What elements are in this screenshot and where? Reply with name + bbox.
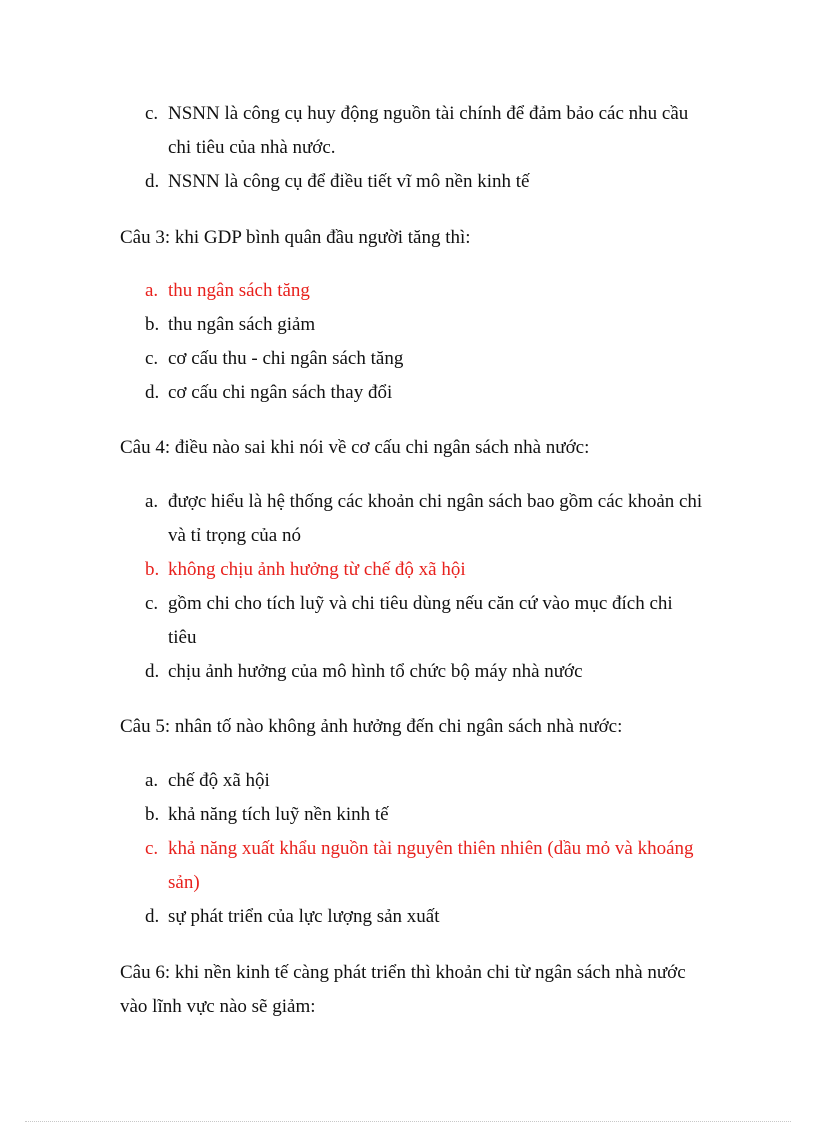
option-letter: a. xyxy=(145,770,159,791)
option-text-line: thu ngân sách tăng xyxy=(168,280,310,301)
option-letter: d. xyxy=(145,382,160,403)
question-prompt-line: Câu 6: khi nền kinh tế càng phát triển thì khoản chi từ ngân sách nhà nước xyxy=(120,962,686,983)
option-letter: a. xyxy=(145,491,159,512)
option-letter: c. xyxy=(145,838,159,859)
question-3-option-b xyxy=(145,308,705,342)
option-text-line: chi tiêu của nhà nước. xyxy=(168,137,336,158)
option-text-line: chế độ xã hội xyxy=(168,770,270,791)
option-letter: c. xyxy=(145,348,159,369)
question-prompt-line: vào lĩnh vực nào sẽ giảm: xyxy=(120,996,316,1017)
question-4-prompt: Câu 4: điều nào sai khi nói về cơ cấu chi ngân sách nhà nước: xyxy=(120,437,590,458)
question-6-prompt xyxy=(120,956,720,1024)
question-5-option-b xyxy=(145,798,705,832)
option-text-line: NSNN là công cụ huy động nguồn tài chính để đảm bảo các nhu cầu xyxy=(168,103,689,124)
question-5-prompt: Câu 5: nhân tố nào không ảnh hưởng đến chi ngân sách nhà nước: xyxy=(120,716,623,737)
question-3-option-c xyxy=(145,342,705,376)
option-prev-d xyxy=(145,165,705,199)
option-text-line: gồm chi cho tích luỹ và chi tiêu dùng nếu căn cứ vào mục đích chi xyxy=(168,593,673,614)
option-letter: b. xyxy=(145,314,160,335)
option-text-line: tiêu xyxy=(168,627,197,648)
question-3-prompt: Câu 3: khi GDP bình quân đầu người tăng thì: xyxy=(120,227,471,248)
option-text-line: cơ cấu chi ngân sách thay đổi xyxy=(168,382,393,403)
option-text-line: NSNN là công cụ để điều tiết vĩ mô nền kinh tế xyxy=(168,171,530,192)
option-letter: b. xyxy=(145,804,160,825)
option-letter: a. xyxy=(145,280,159,301)
option-letter: d. xyxy=(145,171,160,192)
question-3-option-a-correct xyxy=(145,274,705,308)
option-letter: d. xyxy=(145,906,160,927)
question-4-option-a xyxy=(145,485,705,553)
option-prev-c xyxy=(145,97,705,165)
option-text-line: sự phát triển của lực lượng sản xuất xyxy=(168,906,440,927)
option-letter: c. xyxy=(145,593,159,614)
question-5-option-d xyxy=(145,900,705,934)
option-letter: c. xyxy=(145,103,159,124)
question-5-option-a xyxy=(145,764,705,798)
question-4-option-b-correct xyxy=(145,553,705,587)
option-text-line: sản) xyxy=(168,872,200,893)
option-text-line: thu ngân sách giảm xyxy=(168,314,316,335)
option-letter: d. xyxy=(145,661,160,682)
question-4-option-d xyxy=(145,655,705,689)
option-text-line: khả năng xuất khẩu nguồn tài nguyên thiên nhiên (dầu mỏ và khoáng xyxy=(168,838,694,859)
page-bottom-divider xyxy=(25,1121,791,1122)
question-3-option-d xyxy=(145,376,705,410)
option-text-line: và tỉ trọng của nó xyxy=(168,525,301,546)
option-text-line: khả năng tích luỹ nền kinh tế xyxy=(168,804,389,825)
option-text-line: được hiểu là hệ thống các khoản chi ngân sách bao gồm các khoản chi xyxy=(168,491,703,512)
question-5-option-c-correct xyxy=(145,832,705,900)
question-4-option-c xyxy=(145,587,705,655)
option-text-line: cơ cấu thu - chi ngân sách tăng xyxy=(168,348,404,369)
option-text-line: không chịu ảnh hưởng từ chế độ xã hội xyxy=(168,559,466,580)
option-text-line: chịu ảnh hưởng của mô hình tổ chức bộ máy nhà nước xyxy=(168,661,583,682)
option-letter: b. xyxy=(145,559,160,580)
